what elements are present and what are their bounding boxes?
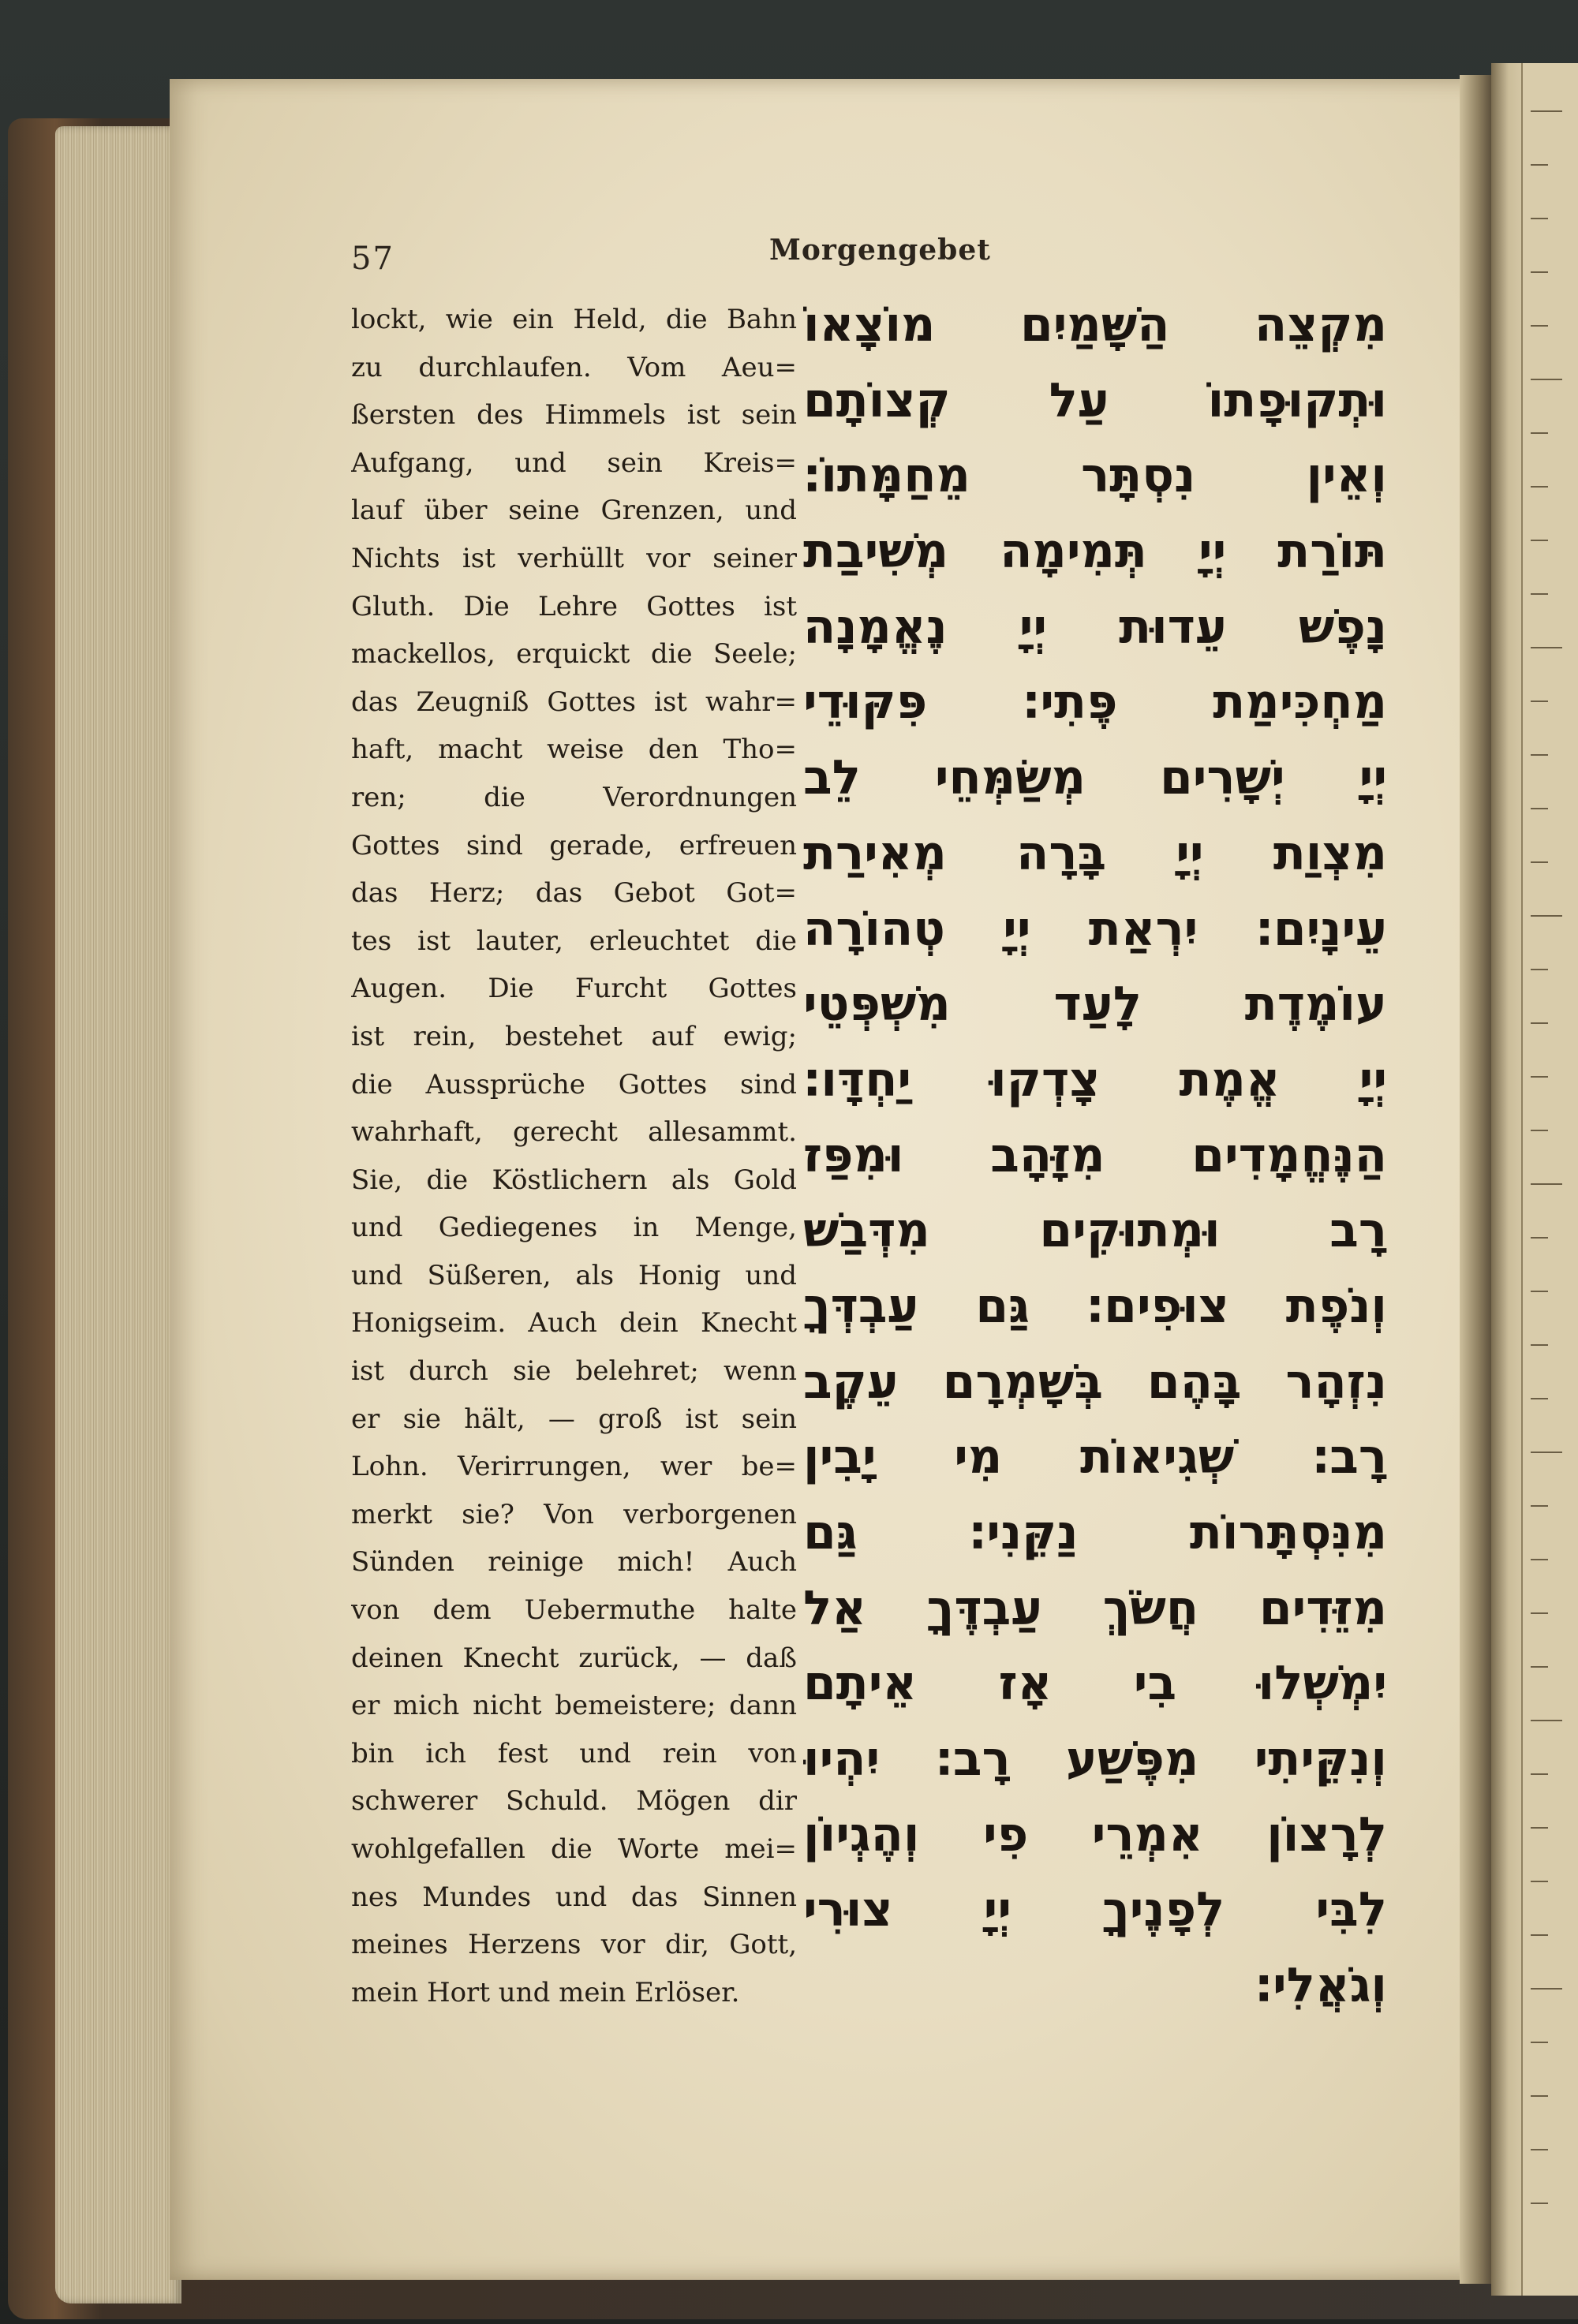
hebrew-line: לִבִּי לְפָנֶיךָ יְיָ צוּרִי xyxy=(803,1882,1387,1938)
german-line: wohlgefallen die Worte mei= xyxy=(351,1833,797,1865)
hebrew-line: מַחְכִּימַת פֶּתִי׃ פִּקּוּדֵי xyxy=(803,674,1387,730)
ruler-tick xyxy=(1531,1666,1548,1668)
ruler-tick xyxy=(1531,1237,1548,1239)
ruler-tick xyxy=(1531,1773,1548,1775)
ruler-tick xyxy=(1531,164,1548,166)
german-line: er mich nicht bemeistere; dann xyxy=(351,1690,797,1722)
hebrew-line: וְנֹפֶת צוּפִים׃ גַּם עַבְדְּךָ xyxy=(803,1278,1387,1334)
ruler-tick xyxy=(1531,1612,1548,1614)
german-line: von dem Uebermuthe halte xyxy=(351,1594,797,1627)
hebrew-line: לְרָצוֹן אִמְרֵי פִי וְהֶגְיוֹן xyxy=(803,1807,1387,1863)
hebrew-line: מִקְצֵה הַשָּׁמַיִם מוֹצָאוֹ xyxy=(803,297,1387,353)
german-line: lauf über seine Grenzen, und xyxy=(351,495,797,527)
german-line: tes ist lauter, erleuchtet die xyxy=(351,925,797,957)
german-line: die Aussprüche Gottes sind xyxy=(351,1068,797,1100)
ruler-tick xyxy=(1531,1183,1562,1185)
ruler-tick xyxy=(1531,969,1548,970)
ruler-tick xyxy=(1531,1827,1548,1829)
ruler-tick xyxy=(1531,1452,1562,1453)
german-line: er sie hält, — groß ist sein xyxy=(351,1403,797,1435)
ruler-strip xyxy=(1521,63,1578,2296)
ruler-tick xyxy=(1531,379,1562,380)
hebrew-line: יְיָ יְשָׁרִים מְשַׂמְּחֵי לֵב xyxy=(803,750,1387,806)
german-translation-column xyxy=(351,296,797,2016)
german-line: nes Mundes und das Sinnen xyxy=(351,1881,797,1913)
hebrew-line: עוֹמֶדֶת לָעַד מִשְׁפְּטֵי xyxy=(803,977,1387,1033)
ruler-tick xyxy=(1531,1559,1548,1560)
ruler-tick xyxy=(1531,2203,1548,2204)
german-line: bin ich fest und rein von xyxy=(351,1737,797,1769)
ruler-tick xyxy=(1531,1398,1548,1399)
running-head: Morgengebet xyxy=(769,234,991,267)
hebrew-line: רָב וּמְתוּקִים מִדְּבַשׁ xyxy=(803,1203,1387,1259)
german-line: ist durch sie belehret; wenn xyxy=(351,1355,797,1388)
ruler-tick xyxy=(1531,1720,1562,1721)
page-number: 57 xyxy=(351,241,394,277)
german-line: Sie, die Köstlichern als Gold xyxy=(351,1164,797,1196)
german-line: Gottes sind gerade, erfreuen xyxy=(351,829,797,861)
hebrew-line: וּתְקוּפָתוֹ עַל קְצוֹתָם xyxy=(803,372,1387,428)
ruler-tick xyxy=(1531,1130,1548,1131)
ruler-tick xyxy=(1531,647,1562,648)
german-line: Augen. Die Furcht Gottes xyxy=(351,973,797,1005)
hebrew-line: נָפֶשׁ עֵדוּת יְיָ נֶאֱמָנָה xyxy=(803,599,1387,655)
ruler-tick xyxy=(1531,2095,1548,2097)
german-line: und Süßeren, als Honig und xyxy=(351,1259,797,1291)
german-line: zu durchlaufen. Vom Aeu= xyxy=(351,351,797,383)
ruler-tick xyxy=(1531,1291,1548,1292)
ruler-tick xyxy=(1531,432,1548,434)
german-line: das Zeugniß Gottes ist wahr= xyxy=(351,686,797,718)
ruler-tick xyxy=(1531,2042,1548,2043)
german-line: und Gediegenes in Menge, xyxy=(351,1212,797,1244)
hebrew-line: יִמְשְׁלוּ בִי אָז אֵיתָם xyxy=(803,1656,1387,1712)
hebrew-line: יְיָ אֱמֶת צָדְקוּ יַחְדָּו׃ xyxy=(803,1052,1387,1108)
ruler-tick xyxy=(1531,1076,1548,1078)
german-line: Nichts ist verhüllt vor seiner xyxy=(351,542,797,574)
book-gutter xyxy=(1460,75,1491,2284)
ruler-tick xyxy=(1531,218,1548,219)
hebrew-line: וְאֵין נִסְתָּר מֵחַמָּתוֹ׃ xyxy=(803,448,1387,504)
ruler-tick xyxy=(1531,486,1548,488)
german-line: Sünden reinige mich! Auch xyxy=(351,1546,797,1579)
hebrew-line: רָב׃ שְׁגִיאוֹת מִי יָבִין xyxy=(803,1429,1387,1485)
hebrew-line: וְנִקֵּיתִי מִפֶּשַׁע רָב׃ יִהְיוּ xyxy=(803,1732,1387,1788)
german-line: haft, macht weise den Tho= xyxy=(351,734,797,766)
ruler-tick xyxy=(1531,1344,1548,1346)
german-line: ren; die Verordnungen xyxy=(351,781,797,813)
ruler-tick xyxy=(1531,1022,1548,1024)
ruler-tick xyxy=(1531,861,1548,863)
ruler-tick xyxy=(1531,540,1548,541)
hebrew-line: נִזְהָר בָּהֶם בְּשָׁמְרָם עֵקֶב xyxy=(803,1354,1387,1410)
ruler-tick xyxy=(1531,1988,1562,1990)
hebrew-text-column xyxy=(803,288,1387,2024)
ruler-tick xyxy=(1531,701,1548,702)
german-line: ist rein, bestehet auf ewig; xyxy=(351,1020,797,1052)
german-line: mein Hort und mein Erlöser. xyxy=(351,1976,740,2008)
hebrew-line: הַנֶּחֱמָדִים מִזָּהָב וּמִפַּז xyxy=(803,1127,1387,1183)
ruler-tick xyxy=(1531,808,1548,809)
german-line: Honigseim. Auch dein Knecht xyxy=(351,1307,797,1339)
german-line: mackellos, erquickt die Seele; xyxy=(351,638,797,671)
page-edges xyxy=(55,126,181,2303)
hebrew-line: עֵינָיִם׃ יִרְאַת יְיָ טְהוֹרָה xyxy=(803,901,1387,957)
hebrew-line: וְגֹאֲלִי׃ xyxy=(1255,1958,1387,2014)
german-line: meines Herzens vor dir, Gott, xyxy=(351,1929,797,1961)
german-line: Lohn. Verirrungen, wer be= xyxy=(351,1451,797,1483)
ruler-tick xyxy=(1531,1934,1548,1936)
ruler-tick xyxy=(1531,1505,1548,1507)
ruler-tick xyxy=(1531,2149,1548,2150)
hebrew-line: מִנִּסְתָּרוֹת נַקֵּנִי׃ גַּם xyxy=(803,1505,1387,1560)
ruler-tick xyxy=(1531,110,1562,112)
german-line: das Herz; das Gebot Got= xyxy=(351,877,797,910)
hebrew-line: מִצְוַת יְיָ בָּרָה מְאִירַת xyxy=(803,825,1387,881)
german-line: deinen Knecht zurück, — daß xyxy=(351,1642,797,1674)
german-line: Gluth. Die Lehre Gottes ist xyxy=(351,590,797,622)
ruler-tick xyxy=(1531,271,1548,273)
german-line: schwerer Schuld. Mögen dir xyxy=(351,1785,797,1818)
hebrew-line: תּוֹרַת יְיָ תְּמִימָה מְשִׁיבַת xyxy=(803,524,1387,580)
hebrew-line: מִזֵּדִים חֲשֹׂךְ עַבְדֶּךָ אַל xyxy=(803,1580,1387,1636)
ruler-tick xyxy=(1531,593,1548,595)
ruler-tick xyxy=(1531,754,1548,756)
german-line: lockt, wie ein Held, die Bahn xyxy=(351,304,797,335)
german-line: merkt sie? Von verborgenen xyxy=(351,1498,797,1530)
german-line: wahrhaft, gerecht allesammt. xyxy=(351,1116,797,1149)
ruler-tick xyxy=(1531,915,1562,917)
german-line: ßersten des Himmels ist sein xyxy=(351,399,797,432)
german-line: Aufgang, und sein Kreis= xyxy=(351,446,797,479)
ruler-tick xyxy=(1531,325,1548,327)
ruler-tick xyxy=(1531,1881,1548,1882)
